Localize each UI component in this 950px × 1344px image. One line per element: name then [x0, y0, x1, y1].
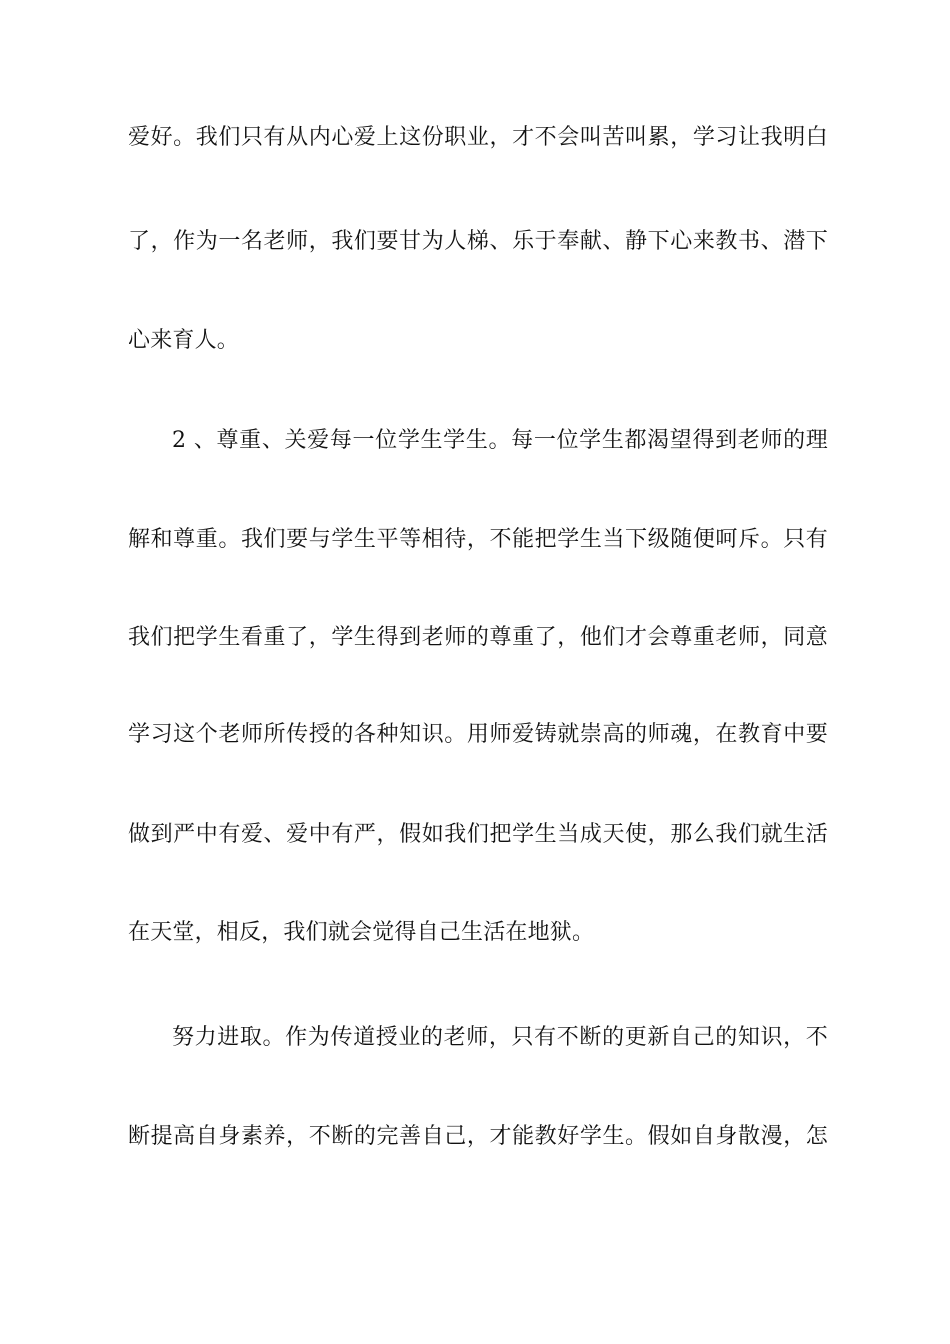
paragraph-2-line-1: 2 、尊重、关爱每一位学生学生。每一位学生都渴望得到老师的理	[172, 428, 828, 453]
paragraph-2-line-3: 我们把学生看重了，学生得到老师的尊重了，他们才会尊重老师，同意	[128, 625, 828, 650]
paragraph-3-line-2: 断提高自身素养，不断的完善自己，才能教好学生。假如自身散漫，怎	[128, 1124, 828, 1149]
paragraph-3-line-1: 努力进取。作为传道授业的老师，只有不断的更新自己的知识，不	[172, 1025, 828, 1050]
paragraph-2-line-4: 学习这个老师所传授的各种知识。用师爱铸就崇高的师魂，在教育中要	[128, 722, 828, 747]
paragraph-1-line-3: 心来育人。	[128, 328, 240, 353]
paragraph-2-line-5: 做到严中有爱、爱中有严，假如我们把学生当成天使，那么我们就生活	[128, 822, 828, 847]
paragraph-1-line-1: 爱好。我们只有从内心爱上这份职业，才不会叫苦叫累，学习让我明白	[128, 125, 828, 150]
paragraph-1-line-2: 了，作为一名老师，我们要甘为人梯、乐于奉献、静下心来教书、潜下	[128, 229, 828, 254]
paragraph-2-line-2: 解和尊重。我们要与学生平等相待，不能把学生当下级随便呵斥。只有	[128, 527, 828, 552]
paragraph-2-line-6: 在天堂，相反，我们就会觉得自己生活在地狱。	[128, 920, 595, 945]
